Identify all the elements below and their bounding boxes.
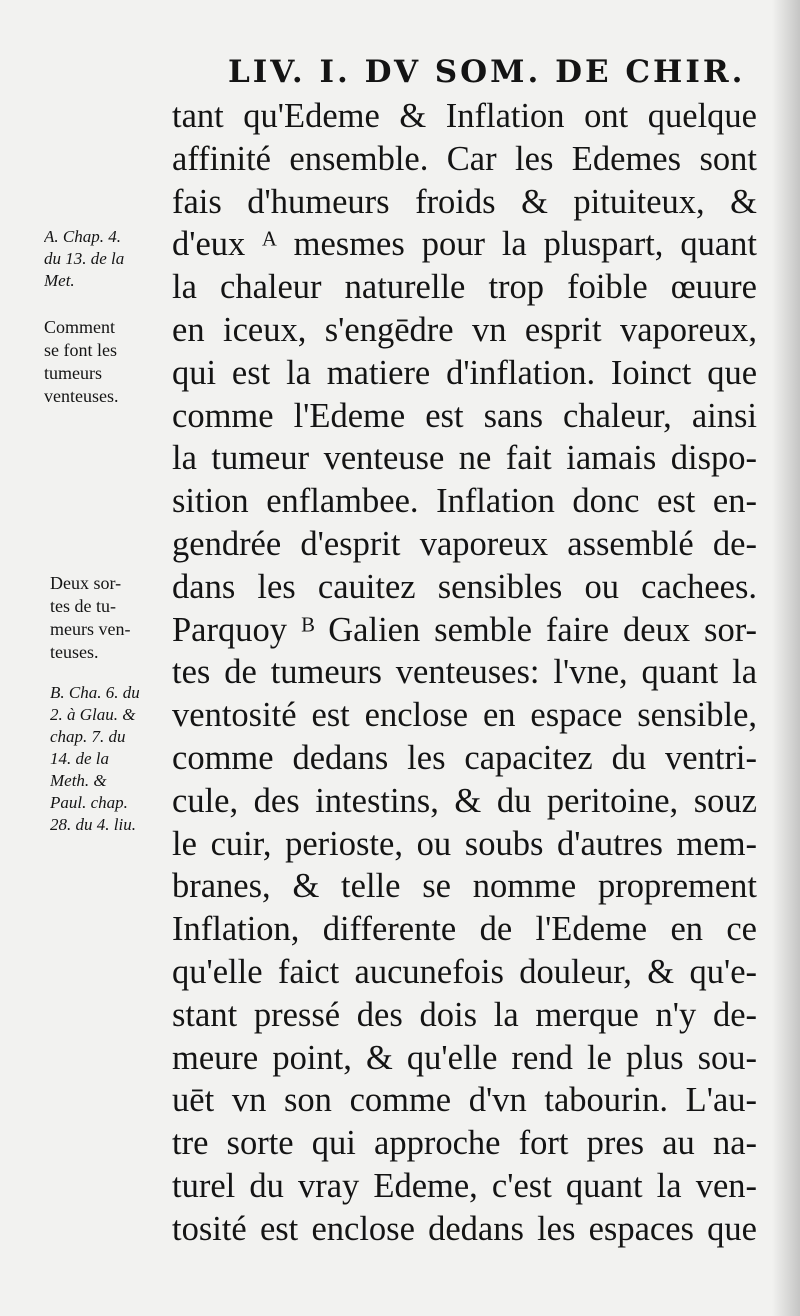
- margin-note-line: venteuses.: [44, 386, 119, 406]
- margin-note-line: chap. 7. du: [50, 727, 126, 746]
- margin-note-line: Meth. &: [50, 771, 107, 790]
- margin-note-line: Paul. chap.: [50, 793, 128, 812]
- margin-note-line: du 13. de la: [44, 249, 125, 268]
- text-line: dans les cauitez sensibles ou cachees.: [172, 567, 757, 606]
- text-line: qu'elle faict aucunefois douleur, & qu'e-: [172, 952, 757, 991]
- margin-note-line: A. Chap. 4.: [44, 227, 121, 246]
- margin-note-line: 2. à Glau. &: [50, 705, 136, 724]
- margin-note-line: Comment: [44, 317, 115, 337]
- text-line: la chaleur naturelle trop foible œuure: [172, 268, 757, 307]
- text-line: comme l'Edeme est sans chaleur, ainsi: [172, 396, 757, 435]
- text-line: ventosité est enclose en espace sensible,: [172, 696, 757, 735]
- text-line: cule, des intestins, & du peritoine, souz: [172, 781, 757, 820]
- text-line: gendrée d'esprit vaporeux assemblé de-: [172, 524, 757, 563]
- margin-note-line: tes de tu-: [50, 596, 116, 616]
- margin-note-line: Deux sor-: [50, 573, 122, 593]
- margin-note-line: Met.: [44, 271, 75, 290]
- text-line: en iceux, s'engēdre vn esprit vaporeux,: [172, 310, 757, 349]
- text-line: affinité ensemble. Car les Edemes sont: [172, 139, 757, 178]
- text-line: d'eux ᴬ mesmes pour la pluspart, quant: [172, 225, 757, 264]
- text-line: stant pressé des dois la merque n'y de-: [172, 995, 757, 1034]
- margin-note-line: 28. du 4. liu.: [50, 815, 136, 834]
- margin-note-line: tumeurs: [44, 363, 102, 383]
- page-gutter-shadow: [772, 0, 800, 1316]
- body-text: [172, 95, 757, 1251]
- margin-note-line: B. Cha. 6. du: [50, 683, 140, 702]
- text-line: le cuir, perioste, ou soubs d'autres mem-: [172, 824, 757, 863]
- text-line: tant qu'Edeme & Inflation ont quelque: [172, 97, 757, 135]
- text-line: comme dedans les capacitez du ventri-: [172, 738, 757, 777]
- margin-note-line: teuses.: [50, 642, 99, 662]
- text-line: uēt vn son comme d'vn tabourin. L'au-: [172, 1081, 757, 1120]
- running-header: LIV. I. DV SOM. DE CHIR.: [228, 54, 746, 90]
- text-line: fais d'humeurs froids & pituiteux, &: [172, 182, 757, 221]
- text-line: Parquoy ᴮ Galien semble faire deux sor-: [172, 610, 757, 649]
- margin-note-line: se font les: [44, 340, 117, 360]
- text-line: turel du vray Edeme, c'est quant la ven-: [172, 1166, 757, 1205]
- text-line: tre sorte qui approche fort pres au na-: [172, 1124, 757, 1163]
- text-line: branes, & telle se nomme proprement: [172, 867, 757, 906]
- text-line: sition enflambee. Inflation donc est en-: [172, 482, 757, 521]
- text-line: tosité est enclose dedans les espaces que: [172, 1209, 757, 1248]
- text-line: meure point, & qu'elle rend le plus sou-: [172, 1038, 757, 1077]
- margin-note-line: 14. de la: [50, 749, 110, 768]
- text-line: qui est la matiere d'inflation. Ioinct que: [172, 353, 757, 392]
- text-line: tes de tumeurs venteuses: l'vne, quant la: [172, 653, 757, 692]
- text-line: Inflation, differente de l'Edeme en ce: [172, 910, 757, 949]
- margin-note-line: meurs ven-: [50, 619, 131, 639]
- text-line: la tumeur venteuse ne fait iamais dispo-: [172, 439, 757, 478]
